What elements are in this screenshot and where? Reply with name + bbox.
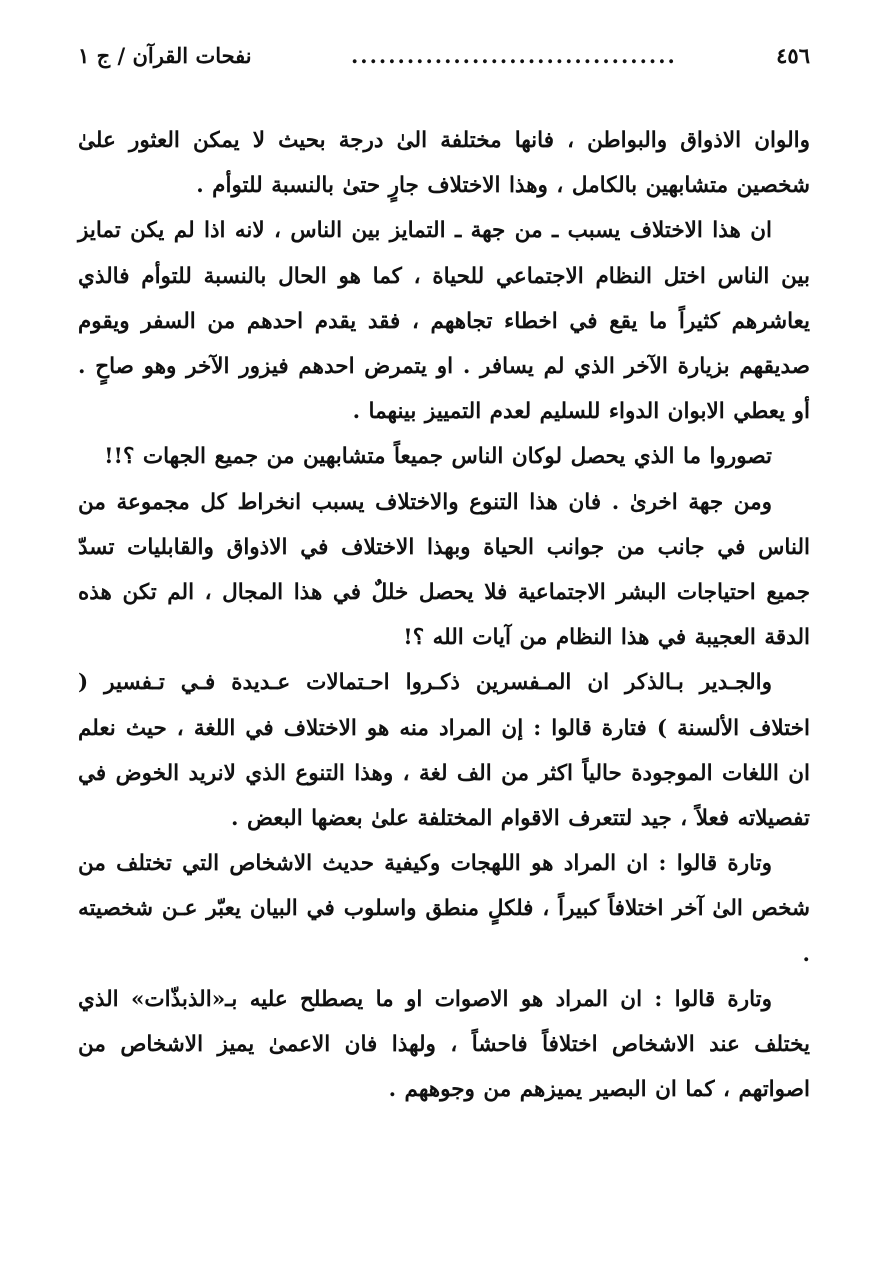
book-title: نفحات القرآن / ج ١ (78, 42, 252, 68)
paragraph-7: وتارة قالوا : ان المراد هو الاصوات او ما يصطلح عليه بـ«الذبذّات» الذي يختلف عند الاشخاص اختلافاً فاحشاً ، ولهذا فان الاعمىٰ يميز الاشخاص من اصواتهم ، كما ان البصير يميزهم من وجوههم . (78, 986, 810, 1103)
header-leader-dots: ................................... (350, 42, 677, 68)
paragraph-3: تصوروا ما الذي يحصل لوكان الناس جميعاً متشابهين من جميع الجهات ؟!! (104, 444, 772, 470)
page-number: ٤٥٦ (776, 42, 810, 68)
paragraph-6: وتارة قالوا : ان المراد هو اللهجات وكيفية حديث الاشخاص التي تختلف من شخص الىٰ آخر اختلافاً كبيراً ، فلكلٍ منطق واسلوب في البيان يعبّر عـن شخصيته . (78, 851, 810, 967)
paragraph-1: والوان الاذواق والبواطن ، فانها مختلفة الىٰ درجة بحيث لا يمكن العثور علىٰ شخصين متشابهين بالكامل ، وهذا الاختلاف جارٍ حتىٰ بالنسبة للتوأم . (78, 128, 810, 199)
body-text (78, 118, 810, 1112)
paragraph-5: والجـدير بـالذكر ان المـفسرين ذكـروا احـتمالات عـديدة فـي تـفسير ( اختلاف الألسنة ) فتارة قالوا : إن المراد منه هو الاختلاف في اللغة ، حيث نعلم ان اللغات الموجودة حالياً اكثر من الف لغة ، وهذا التنوع الذي لانريد الخوض في تفصيلاته فعلاً ، جيد لتتعرف الاقوام المختلفة علىٰ بعضها البعض . (78, 670, 810, 832)
page-header (78, 38, 810, 72)
paragraph-4: ومن جهة اخرىٰ . فان هذا التنوع والاختلاف يسبب انخراط كل مجموعة من الناس في جانب من جوانب الحياة وبهذا الاختلاف في الاذواق والقابليات تسدّ جميع احتياجات البشر الاجتماعية فلا يحصل خللٌ في هذا المجال ، الم تكن هذه الدقة العجيبة في هذا النظام من آيات الله ؟! (78, 489, 810, 651)
paragraph-2: ان هذا الاختلاف يسبب ـ من جهة ـ التمايز بين الناس ، لانه اذا لم يكن تمايز بين الناس اختل النظام الاجتماعي للحياة ، كما هو الحال بالنسبة للتوأم فالذي يعاشرهم كثيراً ما يقع في اخطاء تجاههم ، فقد يقدم احدهم من السفر ويقوم صديقهم بزيارة الآخر الذي لم يسافر . او يتمرض احدهم فيزور الآخر وهو صاحٍ . أو يعطي الابوان الدواء للسليم لعدم التمييز بينهما . (78, 218, 810, 425)
